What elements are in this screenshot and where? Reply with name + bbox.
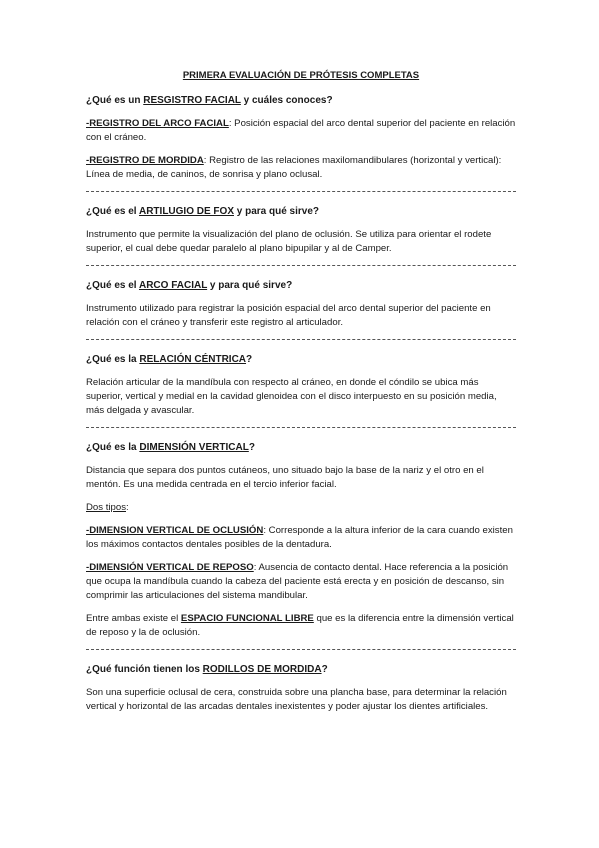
question-prefix: ¿Qué función tienen los [86,664,203,675]
dashed-divider [86,649,516,650]
answer-text: : Registro de las relaciones maxilomandibulares (horizontal y vertical): Línea de media, de caninos, de sonrisa y plano oclusal. [86,155,502,180]
question-prefix: ¿Qué es un [86,95,144,106]
question-term: RODILLOS DE MORDIDA [202,664,322,675]
question-suffix: y para qué sirve? [207,280,293,291]
subheading [86,501,516,515]
question-suffix: ? [246,354,253,365]
question-prefix: ¿Qué es el [86,280,139,291]
dashed-divider [86,265,516,266]
question-artilugio-fox [86,205,516,218]
document-title: PRIMERA EVALUACIÓN DE PRÓTESIS COMPLETAS [182,70,420,81]
answer-item [86,561,516,603]
question-term: ARCO FACIAL [138,280,208,291]
question-dimension-vertical [86,441,516,454]
answer-body: Relación articular de la mandíbula con respecto al cráneo, en donde el cóndilo se ubica más superior, vertical y medial en la cavidad glenoidea con el disco interpuesto en su posición media, más delgada y avascular. [86,377,497,416]
question-term: DIMENSIÓN VERTICAL [139,442,249,453]
subheading-text: Dos tipos [86,502,126,513]
question-arco-facial [86,279,516,292]
question-term: ARTILUGIO DE FOX [138,206,234,217]
question-registro-facial [86,94,516,107]
closing-prefix: Entre ambas existe el [86,613,181,624]
closing-term: ESPACIO FUNCIONAL LIBRE [180,613,314,624]
answer-body: Distancia que separa dos puntos cutáneos, uno situado bajo la base de la nariz y el otro en el mentón. Es una medida centrada en el tercio inferior facial. [86,465,484,490]
question-suffix: ? [321,664,328,675]
question-rodillos-mordida [86,663,516,676]
answer-closing [86,612,516,640]
question-prefix: ¿Qué es la [86,442,140,453]
question-suffix: y para qué sirve? [233,206,320,217]
document-page [86,70,516,723]
question-term: RELACIÓN CÉNTRICA [139,354,247,365]
answer-text: : Corresponde a la altura inferior de la cara cuando existen los máximos contactos dentales posibles de la dentadura. [86,525,513,550]
answer-item [86,524,516,552]
subheading-colon: : [126,502,129,513]
question-prefix: ¿Qué es el [86,206,139,217]
answer-term: -DIMENSIÓN VERTICAL DE REPOSO [86,562,254,573]
question-term: RESGISTRO FACIAL [143,95,241,106]
question-relacion-centrica [86,353,516,366]
answer-body: Son una superficie oclusal de cera, construida sobre una plancha base, para determinar la relación vertical y horizontal de las arcadas dentales inexistentes y poder ajustar los dientes artificiales. [86,687,507,712]
answer-item [86,117,516,145]
question-suffix: ? [248,442,255,453]
answer-body: Instrumento que permite la visualización del plano de oclusión. Se utiliza para orientar el rodete superior, el cual debe quedar paralelo al plano bipupilar y al de Camper. [86,229,492,254]
dashed-divider [86,339,516,340]
answer-body: Instrumento utilizado para registrar la posición espacial del arco dental superior del paciente en relación con el cráneo y transferir este registro al articulador. [86,303,491,328]
answer-text: : Ausencia de contacto dental. Hace referencia a la posición que ocupa la mandíbula cuando la cabeza del paciente está erecta y en posición de descanso, sin comprimir las articulaciones del sistema mandibular. [86,562,509,601]
answer-text: : Posición espacial del arco dental superior del paciente en relación con el cráneo. [86,118,516,143]
answer-item [86,154,516,182]
dashed-divider [86,427,516,428]
closing-suffix: que es la diferencia entre la dimensión vertical de reposo y la de oclusión. [86,613,514,638]
question-suffix: y cuáles conoces? [240,95,333,106]
dashed-divider [86,191,516,192]
question-prefix: ¿Qué es la [86,354,140,365]
answer-term: -REGISTRO DEL ARCO FACIAL [86,118,229,129]
answer-term: -DIMENSION VERTICAL DE OCLUSIÓN [86,525,264,536]
answer-term: -REGISTRO DE MORDIDA [86,155,204,166]
